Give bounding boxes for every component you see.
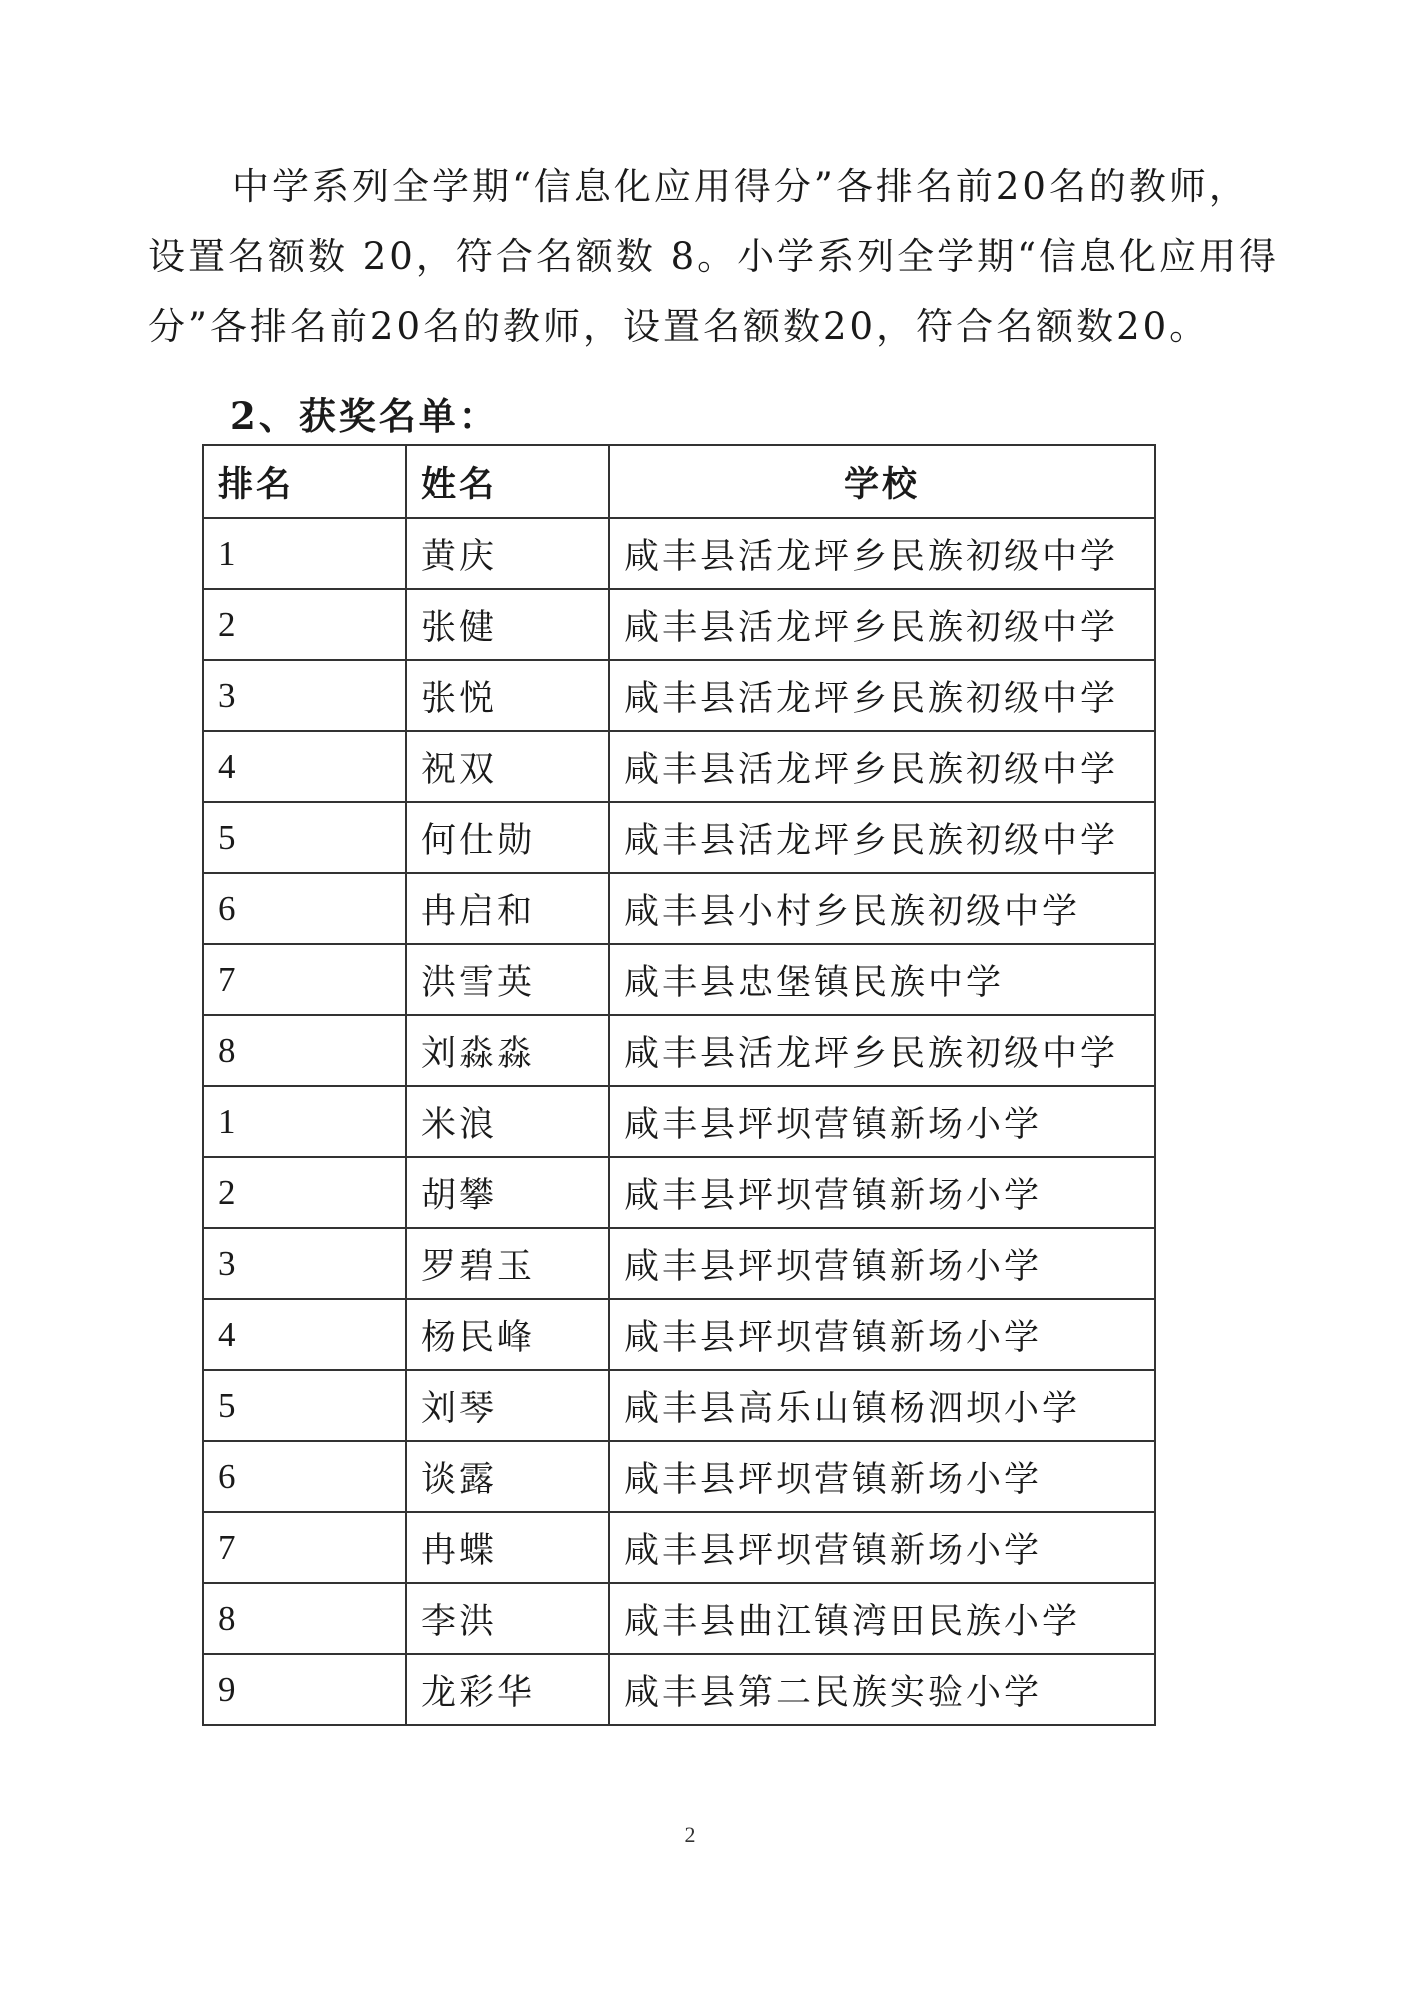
rank-cell: 2: [203, 1157, 406, 1228]
school-cell: 咸丰县小村乡民族初级中学: [609, 873, 1155, 944]
name-cell: 罗碧玉: [406, 1228, 609, 1299]
name-cell: 胡攀: [406, 1157, 609, 1228]
name-cell: 米浪: [406, 1086, 609, 1157]
table-row: [203, 518, 1155, 589]
rank-cell: 4: [203, 731, 406, 802]
name-cell: 张悦: [406, 660, 609, 731]
school-cell: 咸丰县坪坝营镇新场小学: [609, 1228, 1155, 1299]
table-row: [203, 873, 1155, 944]
name-cell: 刘淼淼: [406, 1015, 609, 1086]
school-cell: 咸丰县活龙坪乡民族初级中学: [609, 660, 1155, 731]
rank-column-header: 排名: [203, 445, 406, 518]
rank-cell: 8: [203, 1015, 406, 1086]
table-row: [203, 944, 1155, 1015]
school-cell: 咸丰县坪坝营镇新场小学: [609, 1512, 1155, 1583]
name-cell: 刘琴: [406, 1370, 609, 1441]
table-row: [203, 731, 1155, 802]
school-cell: 咸丰县活龙坪乡民族初级中学: [609, 802, 1155, 873]
table-row: [203, 1086, 1155, 1157]
name-cell: 龙彩华: [406, 1654, 609, 1725]
award-list-table: [202, 444, 1156, 1726]
rank-cell: 6: [203, 873, 406, 944]
intro-line-1: 中学系列全学期“信息化应用得分”各排名前20名的教师，: [232, 165, 1249, 208]
school-cell: 咸丰县忠堡镇民族中学: [609, 944, 1155, 1015]
school-cell: 咸丰县第二民族实验小学: [609, 1654, 1155, 1725]
rank-cell: 9: [203, 1654, 406, 1725]
school-cell: 咸丰县曲江镇湾田民族小学: [609, 1583, 1155, 1654]
school-column-header: 学校: [609, 445, 1155, 518]
school-cell: 咸丰县活龙坪乡民族初级中学: [609, 731, 1155, 802]
school-cell: 咸丰县坪坝营镇新场小学: [609, 1299, 1155, 1370]
name-cell: 冉蝶: [406, 1512, 609, 1583]
intro-line-2: 设置名额数 20，符合名额数 8。小学系列全学期“信息化应用得: [148, 235, 1280, 278]
table-row: [203, 660, 1155, 731]
table-row: [203, 1583, 1155, 1654]
intro-paragraph: [148, 152, 1280, 362]
rank-cell: 3: [203, 660, 406, 731]
rank-cell: 7: [203, 944, 406, 1015]
name-cell: 冉启和: [406, 873, 609, 944]
table-row: [203, 1512, 1155, 1583]
table-row: [203, 589, 1155, 660]
section-heading: 2、获奖名单：: [230, 394, 499, 438]
rank-cell: 1: [203, 518, 406, 589]
name-column-header: 姓名: [406, 445, 609, 518]
rank-cell: 5: [203, 1370, 406, 1441]
school-cell: 咸丰县活龙坪乡民族初级中学: [609, 589, 1155, 660]
name-cell: 李洪: [406, 1583, 609, 1654]
intro-line-3: 分”各排名前20名的教师，设置名额数20，符合名额数20。: [148, 305, 1210, 348]
rank-cell: 5: [203, 802, 406, 873]
rank-cell: 3: [203, 1228, 406, 1299]
table-row: [203, 1015, 1155, 1086]
name-cell: 谈露: [406, 1441, 609, 1512]
school-cell: 咸丰县坪坝营镇新场小学: [609, 1086, 1155, 1157]
name-cell: 黄庆: [406, 518, 609, 589]
table-header-row: [203, 445, 1155, 518]
rank-cell: 7: [203, 1512, 406, 1583]
name-cell: 洪雪英: [406, 944, 609, 1015]
rank-cell: 8: [203, 1583, 406, 1654]
rank-cell: 6: [203, 1441, 406, 1512]
name-cell: 祝双: [406, 731, 609, 802]
school-cell: 咸丰县活龙坪乡民族初级中学: [609, 1015, 1155, 1086]
school-cell: 咸丰县活龙坪乡民族初级中学: [609, 518, 1155, 589]
table-row: [203, 1441, 1155, 1512]
school-cell: 咸丰县高乐山镇杨泗坝小学: [609, 1370, 1155, 1441]
table-row: [203, 1228, 1155, 1299]
name-cell: 张健: [406, 589, 609, 660]
rank-cell: 1: [203, 1086, 406, 1157]
rank-cell: 4: [203, 1299, 406, 1370]
table-row: [203, 1299, 1155, 1370]
table-row: [203, 1157, 1155, 1228]
table-row: [203, 1654, 1155, 1725]
table-row: [203, 802, 1155, 873]
table-body: [203, 518, 1155, 1725]
name-cell: 何仕勋: [406, 802, 609, 873]
rank-cell: 2: [203, 589, 406, 660]
school-cell: 咸丰县坪坝营镇新场小学: [609, 1157, 1155, 1228]
school-cell: 咸丰县坪坝营镇新场小学: [609, 1441, 1155, 1512]
page-number: 2: [684, 1822, 696, 1847]
table-row: [203, 1370, 1155, 1441]
name-cell: 杨民峰: [406, 1299, 609, 1370]
